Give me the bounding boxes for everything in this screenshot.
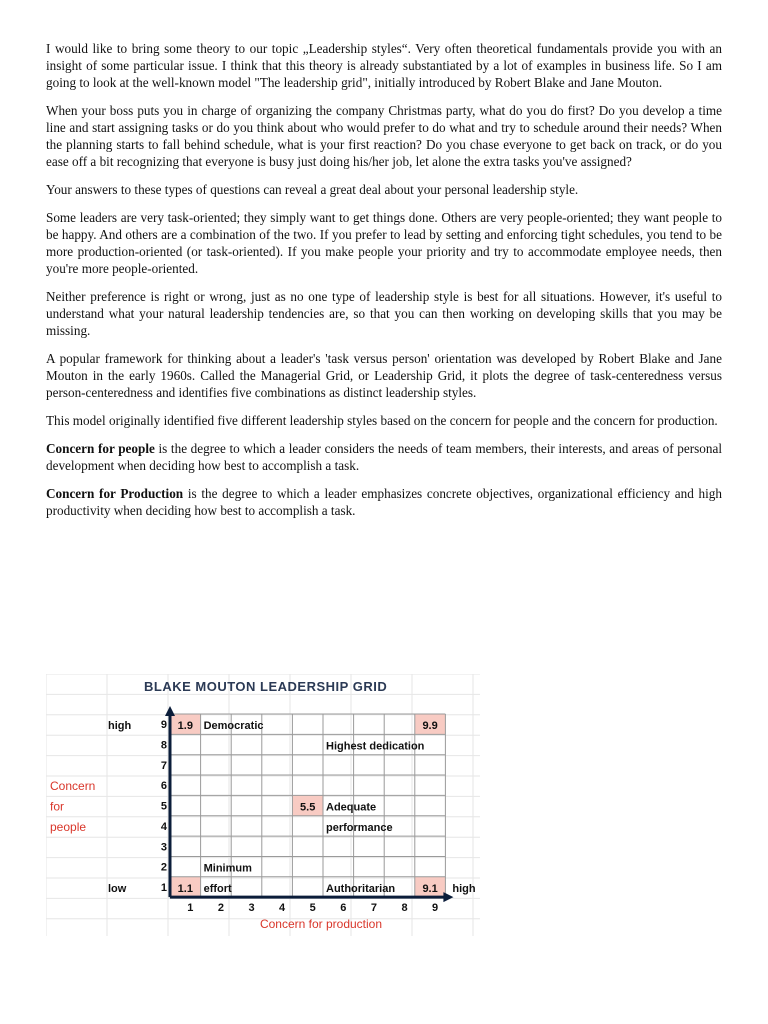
x-tick-label: 9 [432,902,439,915]
y-axis-title: people [50,819,87,834]
x-tick-label: 2 [217,902,224,915]
definition-concern-for-production [46,485,722,519]
definition-term: Concern for people [46,441,155,456]
low-label: low [108,882,127,895]
leadership-grid-chart [46,674,480,936]
paragraph: This model originally identified five different leadership styles based on the concern for people and the concern for production. [46,413,718,428]
high-x-label: high [452,882,476,895]
definition-text: is the degree to which a leader considers the needs of team members, their interests, and areas of personal development when deciding how best to accomplish a task. [46,441,722,473]
y-tick-label: 9 [160,719,167,732]
x-tick-label: 6 [340,902,347,915]
paragraph: Some leaders are very task-oriented; they simply want to get things done. Others are very people-oriented; they want people to be happy. And others are a combination of the two. If you prefer to lead by setting and enforcing tight schedules, you tend to be more production-oriented (or task-oriented). If you make people your priority and try to accommodate employee needs, then you're more people-oriented. [46,210,722,276]
document-body [46,40,722,530]
high-label: high [108,720,132,732]
style-name-label: Democratic [203,720,264,732]
paragraph: I would like to bring some theory to our topic „Leadership styles“. Very often theoretical fundamentals provide you with an insight of some particular issue. I think that this theory is already substantiated by a lot of examples in business life. So I am going to look at the well-known model "The leadership grid", initially introduced by Robert Blake and Jane Mouton. [46,41,722,90]
x-axis-title: Concern for production [259,917,383,932]
definition-text: is the degree to which a leader emphasizes concrete objectives, organizational efficiency and high productivity when deciding how best to accomplish a task. [46,486,722,518]
y-tick-label: 5 [160,800,167,813]
leadership-grid-figure [46,674,480,936]
definition-concern-for-people [46,440,722,474]
y-tick-label: 3 [160,841,167,854]
style-code-9-1: 9.1 [422,882,438,895]
y-tick-label: 2 [160,861,167,874]
style-code-1-1: 1.1 [177,882,193,895]
x-tick-label: 8 [401,902,408,915]
style-name-label: performance [326,821,393,834]
y-tick-label: 6 [160,780,167,793]
x-tick-label: 3 [248,902,255,915]
paragraph: A popular framework for thinking about a leader's 'task versus person' orientation was developed by Robert Blake and Jane Mouton in the early 1960s. Called the Managerial Grid, or Leadership Grid, it plots the degree of task-centeredness versus person-centeredness and identifies five combinations as distinct leadership styles. [46,351,722,400]
y-tick-label: 4 [160,820,167,833]
x-tick-label: 5 [309,902,316,915]
style-name-label: Authoritarian [326,882,396,895]
x-tick-label: 1 [187,902,194,915]
style-name-label: Minimum [203,862,252,875]
y-tick-label: 7 [160,759,167,772]
style-name-label: effort [203,882,232,895]
chart-title: BLAKE MOUTON LEADERSHIP GRID [144,679,388,694]
definition-term: Concern for Production [46,486,184,501]
x-tick-label: 4 [279,902,286,915]
style-name-label: Adequate [326,801,377,814]
y-tick-label: 1 [160,881,167,894]
style-name-label: Highest dedication [326,740,425,753]
y-tick-label: 8 [160,739,167,752]
y-axis-title: Concern [50,779,96,794]
y-axis-arrow-icon [165,706,175,716]
style-code-9-9: 9.9 [422,720,438,732]
paragraph: When your boss puts you in charge of organizing the company Christmas party, what do you do first? Do you develop a time line and start assigning tasks or do you think about who would prefer to do what and try to schedule around their needs? When the planning starts to fall behind schedule, what is your first reaction? Do you chase everyone to get back on track, or do you ease off a bit recognizing that everyone is busy just doing his/her job, let alone the extra tasks you've assigned? [46,103,722,169]
y-axis-title: for [50,799,65,814]
style-code-5-5: 5.5 [300,801,316,814]
paragraph: Your answers to these types of questions can reveal a great deal about your personal leadership style. [46,182,579,197]
style-code-1-9: 1.9 [177,720,193,732]
paragraph: Neither preference is right or wrong, just as no one type of leadership style is best for all situations. However, it's useful to understand what your natural leadership tendencies are, so that you can then working on developing skills that you may be missing. [46,289,722,338]
x-tick-label: 7 [370,902,377,915]
